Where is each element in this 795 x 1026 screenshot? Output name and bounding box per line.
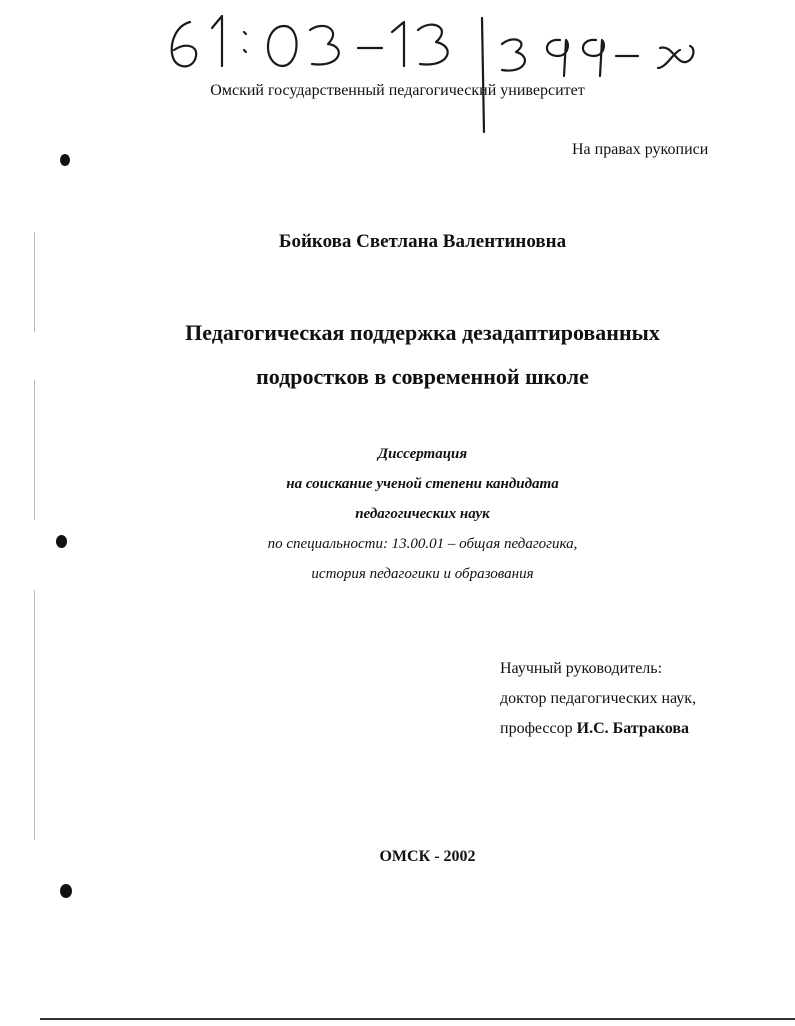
supervisor-title-line <box>500 714 696 744</box>
handwritten-catalogue-code <box>160 4 720 84</box>
dissertation-title <box>0 311 795 399</box>
ink-blot <box>56 535 67 548</box>
title-line-2: подростков в современной школе <box>256 364 589 389</box>
dissertation-line-1: на соискание ученой степени кандидата <box>286 476 559 492</box>
dissertation-line-2: педагогических наук <box>355 506 490 522</box>
ink-blot <box>60 884 72 898</box>
supervisor-label: Научный руководитель: <box>500 660 663 677</box>
author-name: Бойкова Светлана Валентиновна <box>278 231 567 252</box>
supervisor-name: И.С. Батракова <box>576 720 690 737</box>
university-name: Омский государственный педагогический университет <box>210 82 585 99</box>
dissertation-line-4: история педагогики и образования <box>311 566 534 582</box>
scan-margin-line <box>34 590 35 840</box>
dissertation-info <box>0 439 795 589</box>
scan-margin-line <box>34 380 35 520</box>
supervisor-block <box>500 654 696 744</box>
title-line-1: Педагогическая поддержка дезадаптированных <box>185 320 660 345</box>
rights-note: На правах рукописи <box>572 141 709 158</box>
scan-bottom-edge <box>40 1018 795 1020</box>
dissertation-type: Диссертация <box>377 446 468 462</box>
city-year: ОМСК - 2002 <box>379 848 476 865</box>
ink-blot <box>60 154 70 166</box>
supervisor-degree: доктор педагогических наук, <box>500 690 697 707</box>
scan-margin-line <box>34 232 35 332</box>
supervisor-title: профессор <box>500 720 573 737</box>
dissertation-line-3: по специальности: 13.00.01 – общая педагогика, <box>267 536 578 552</box>
